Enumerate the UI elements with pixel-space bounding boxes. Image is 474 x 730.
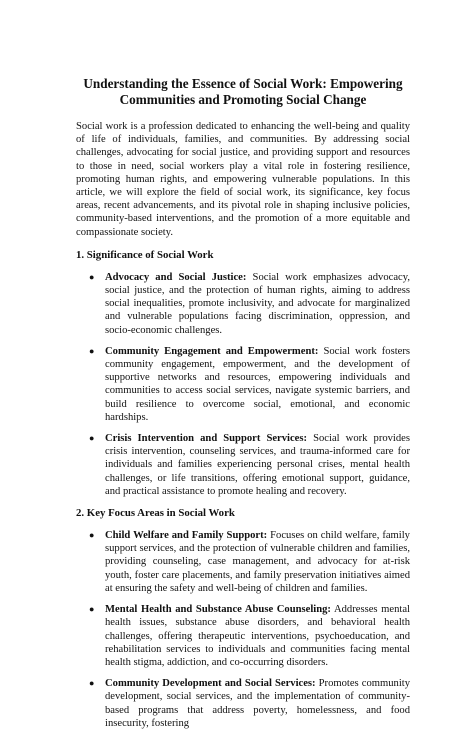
- page-title: [76, 76, 410, 108]
- item-term: Advocacy and Social Justice:: [105, 271, 247, 283]
- title-line-1: Understanding the Essence of Social Work: Empowering: [83, 76, 403, 91]
- item-term: Community Engagement and Empowerment:: [105, 345, 319, 357]
- item-text: Focuses on child welfare, family support services, and the protection of vulnerable children and families, providing counseling, case management, and advocacy for at-risk youth, foster care placements, and family preservation initiatives aimed at ensuring the safety and well-being of children and families.: [105, 530, 410, 594]
- bullet-icon: ●: [89, 530, 95, 541]
- bullet-icon: ●: [89, 433, 95, 444]
- list-item: [89, 432, 410, 498]
- significance-list: [76, 271, 410, 498]
- bullet-icon: ●: [89, 271, 95, 282]
- intro-paragraph: Social work is a profession dedicated to enhancing the well-being and quality of life of individuals, families, and communities. By addressing social challenges, advocating for social justice, and providing support and resources to those in need, social workers play a vital role in fostering resilience, promoting human rights, and empowering vulnerable populations. In this article, we will explore the field of social work, its significance, key focus areas, recent advancements, and its pivotal role in shaping inclusive policies, community-based interventions, and the promotion of a more equitable and compassionate society.: [76, 121, 410, 238]
- bullet-icon: ●: [89, 345, 95, 356]
- item-term: Community Development and Social Services:: [105, 678, 316, 690]
- section-heading-significance: 1. Significance of Social Work: [76, 248, 214, 261]
- section-heading-focus-areas: 2. Key Focus Areas in Social Work: [76, 507, 235, 520]
- focus-areas-list: [76, 529, 410, 730]
- list-item: [89, 603, 410, 669]
- list-item: [89, 677, 411, 730]
- bullet-icon: ●: [89, 604, 95, 615]
- item-term: Crisis Intervention and Support Services:: [105, 433, 308, 445]
- item-term: Mental Health and Substance Abuse Counseling:: [105, 604, 331, 616]
- list-item: [89, 529, 410, 595]
- title-line-2: Communities and Promoting Social Change: [119, 92, 367, 107]
- item-text: Social work emphasizes advocacy, social justice, and the protection of human rights, aiming to address social inequalities, promote inclusivity, and advocate for marginalized and vulnerable populations facing discrimination, oppression, and socio-economic challenges.: [105, 271, 410, 336]
- item-text: Addresses mental health issues, substance abuse disorders, and behavioral health challenges, offering therapeutic interventions, psychoeducation, and rehabilitation services to individuals and communities facing mental health stigma, addiction, and co-occurring disorders.: [105, 604, 410, 668]
- item-text: Social work fosters community engagement, empowerment, and the development of supportive networks and resources, empowering individuals and communities to access social services, navigate systemic barriers, and build resilience to overcome social, emotional, and economic hardships.: [105, 345, 410, 423]
- item-term: Child Welfare and Family Support:: [105, 530, 268, 542]
- list-item: [89, 271, 410, 337]
- item-text: Social work provides crisis intervention, counseling services, and trauma-informed care for individuals and families experiencing personal crises, mental health challenges, or life transitions, offering emotional support, guidance, and practical assistance to promote healing and recovery.: [105, 433, 410, 497]
- bullet-icon: ●: [89, 678, 95, 689]
- list-item: [89, 345, 410, 424]
- item-text: Promotes community development, social services, and the implementation of community-based programs that address poverty, homelessness, and food insecurity, fostering: [105, 678, 411, 729]
